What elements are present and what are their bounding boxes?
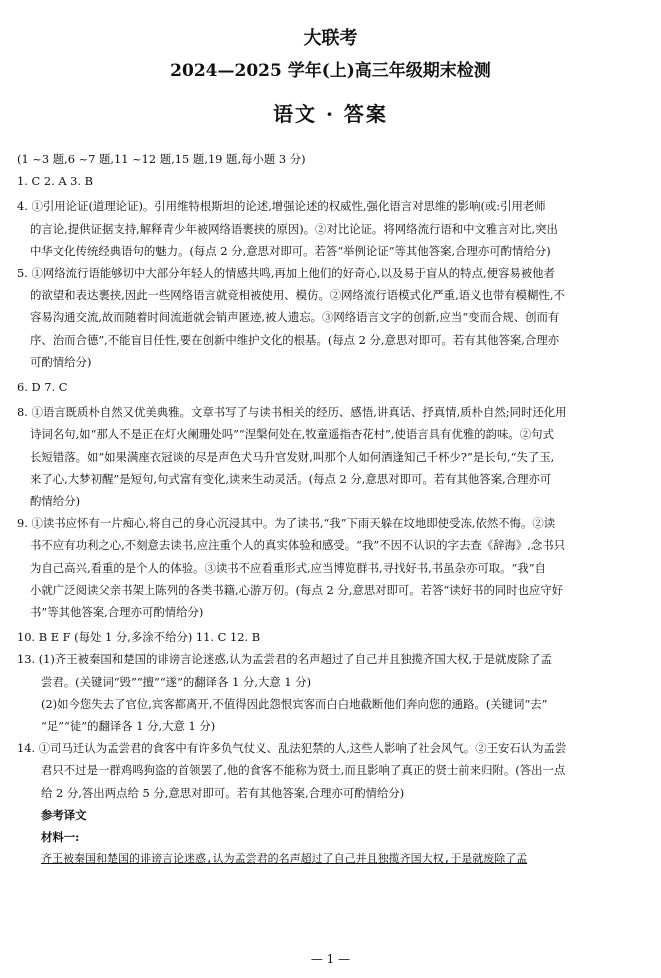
- answer-q4-line2: 的言论,提供证据支持,解释青少年被网络语裹挟的原因)。②对比论证。将网络流行语和中文雅言对比,突出: [30, 221, 558, 236]
- answer-q5-line2: 的欲望和表达裹挟,因此一些网络语言就竞相被使用、模仿。②网络流行语模式化严重,语义也带有模糊性,不: [30, 288, 565, 303]
- material-one-heading: 材料一:: [41, 830, 80, 845]
- page-number: — 1 —: [310, 952, 351, 966]
- answer-q13-line2: 尝君。(关键词“毁”“擅”“遂”的翻译各 1 分,大意 1 分): [41, 674, 312, 689]
- answer-q4-line1: 4. ①引用论证(道理论证)。引用维特根斯坦的论述,增强论述的权威性,强化语言对思维的影响(或:引用老师: [17, 199, 546, 214]
- reference-translation-heading: 参考译文: [41, 807, 87, 822]
- answer-q14-line1: 14. ①司马迁认为孟尝君的食客中有许多负气仗义、乱法犯禁的人,这些人影响了社会风气。②王安石认为孟尝: [17, 741, 567, 756]
- answer-q8-line5: 酌情给分): [30, 494, 81, 509]
- answer-q9-line5: 书”等其他答案,合理亦可酌情给分): [30, 605, 204, 620]
- answer-q8-line4: 来了心,大梦初醒”是短句,句式富有变化,读来生动灵活。(每点 2 分,意思对即可。若有其他答案,合理亦可: [30, 471, 552, 486]
- answer-q13-line1: 13. (1)齐王被秦国和楚国的诽谤言论迷惑,认为孟尝君的名声超过了自己并且独揽齐国大权,于是就废除了孟: [17, 652, 552, 667]
- answer-q14-line3: 给 2 分,答出两点给 5 分,意思对即可。若有其他答案,合理亦可酌情给分): [41, 785, 405, 800]
- answer-q9-line3: 为自己高兴,看重的是个人的体验。③读书不应看重形式,应当博览群书,寻找好书,书虽杂亦可取。“我”自: [30, 560, 546, 575]
- translation-line: 齐王被秦国和楚国的诽谤言论迷惑,认为孟尝君的名声超过了自己并且独揽齐国大权,于是就废除了孟: [41, 852, 528, 866]
- answer-q9-line2: 书不应有功利之心,不刻意去读书,应注重个人的真实体验和感受。“我”不因不认识的字去查《辞海》,念书只: [30, 538, 566, 553]
- answer-q5-line4: 序、治而合德”,不能盲目任性,要在创新中维护文化的根基。(每点 2 分,意思对即可。若有其他答案,合理亦: [30, 332, 560, 347]
- exam-title: 大联考: [303, 28, 358, 49]
- exam-subtitle: 2024—2025 学年(上)高三年级期末检测: [170, 61, 491, 81]
- answer-q5-line3: 容易沟通交流,故而随着时间流逝就会销声匿迹,被人遗忘。③网络语言文字的创新,应当“变而合规、创而有: [30, 310, 560, 325]
- answer-q13-line4: “足”“徒”的翻译各 1 分,大意 1 分): [41, 719, 216, 734]
- answer-q10-12: 10. B E F (每处 1 分,多涂不给分) 11. C 12. B: [17, 630, 261, 645]
- answer-q4-line3: 中华文化传统经典语句的魅力。(每点 2 分,意思对即可。若答“举例论证”等其他答案,合理亦可酌情给分): [30, 243, 551, 258]
- answer-q8-line3: 长短错落。如“如果满座衣冠谈的尽是声色犬马升官发财,叫那个人如何酒逢知己千杯少?”是长句,“失了玉,: [30, 449, 555, 464]
- answer-q1-3: 1. C 2. A 3. B: [17, 174, 94, 189]
- answer-q14-line2: 君只不过是一群鸡鸣狗盗的首领罢了,他的食客不能称为贤士,而且影响了真正的贤士前来归附。(答出一点: [41, 763, 566, 778]
- document-title: 语文 · 答案: [273, 102, 388, 126]
- answer-q8-line2: 诗词名句,如“那人不是正在灯火阑珊处吗”“涅槃何处在,牧童遥指杏花村”,使语言具有优雅的韵味。②句式: [30, 427, 554, 442]
- answer-q9-line1: 9. ①读书应怀有一片痴心,将自己的身心沉浸其中。为了读书,“我”下雨天躲在坟地即使受冻,依然不悔。②读: [17, 516, 556, 531]
- answer-q5-line5: 可酌情给分): [30, 354, 92, 369]
- answer-q8-line1: 8. ①语言既质朴自然又优美典雅。文章书写了与读书相关的经历、感悟,讲真话、抒真情,质朴自然;同时还化用: [17, 405, 567, 420]
- answer-q5-line1: 5. ①网络流行语能够切中大部分年轻人的情感共鸣,再加上他们的好奇心,以及易于盲从的特点,便容易被他者: [17, 266, 555, 281]
- answer-body: [17, 148, 645, 871]
- scoring-note: (1 ~3 题,6 ~7 题,11 ~12 题,15 题,19 题,每小题 3 分): [17, 152, 306, 166]
- answer-q13-line3: (2)如今您失去了官位,宾客都离开,不值得因此怨恨宾客而白白地截断他们奔向您的通路。(关键词“去”: [41, 696, 548, 711]
- answer-q9-line4: 小就广泛阅读父亲书架上陈列的各类书籍,心游万仞。(每点 2 分,意思对即可。若答“读好书的同时也应守好: [30, 582, 564, 597]
- answer-q6-7: 6. D 7. C: [17, 380, 68, 395]
